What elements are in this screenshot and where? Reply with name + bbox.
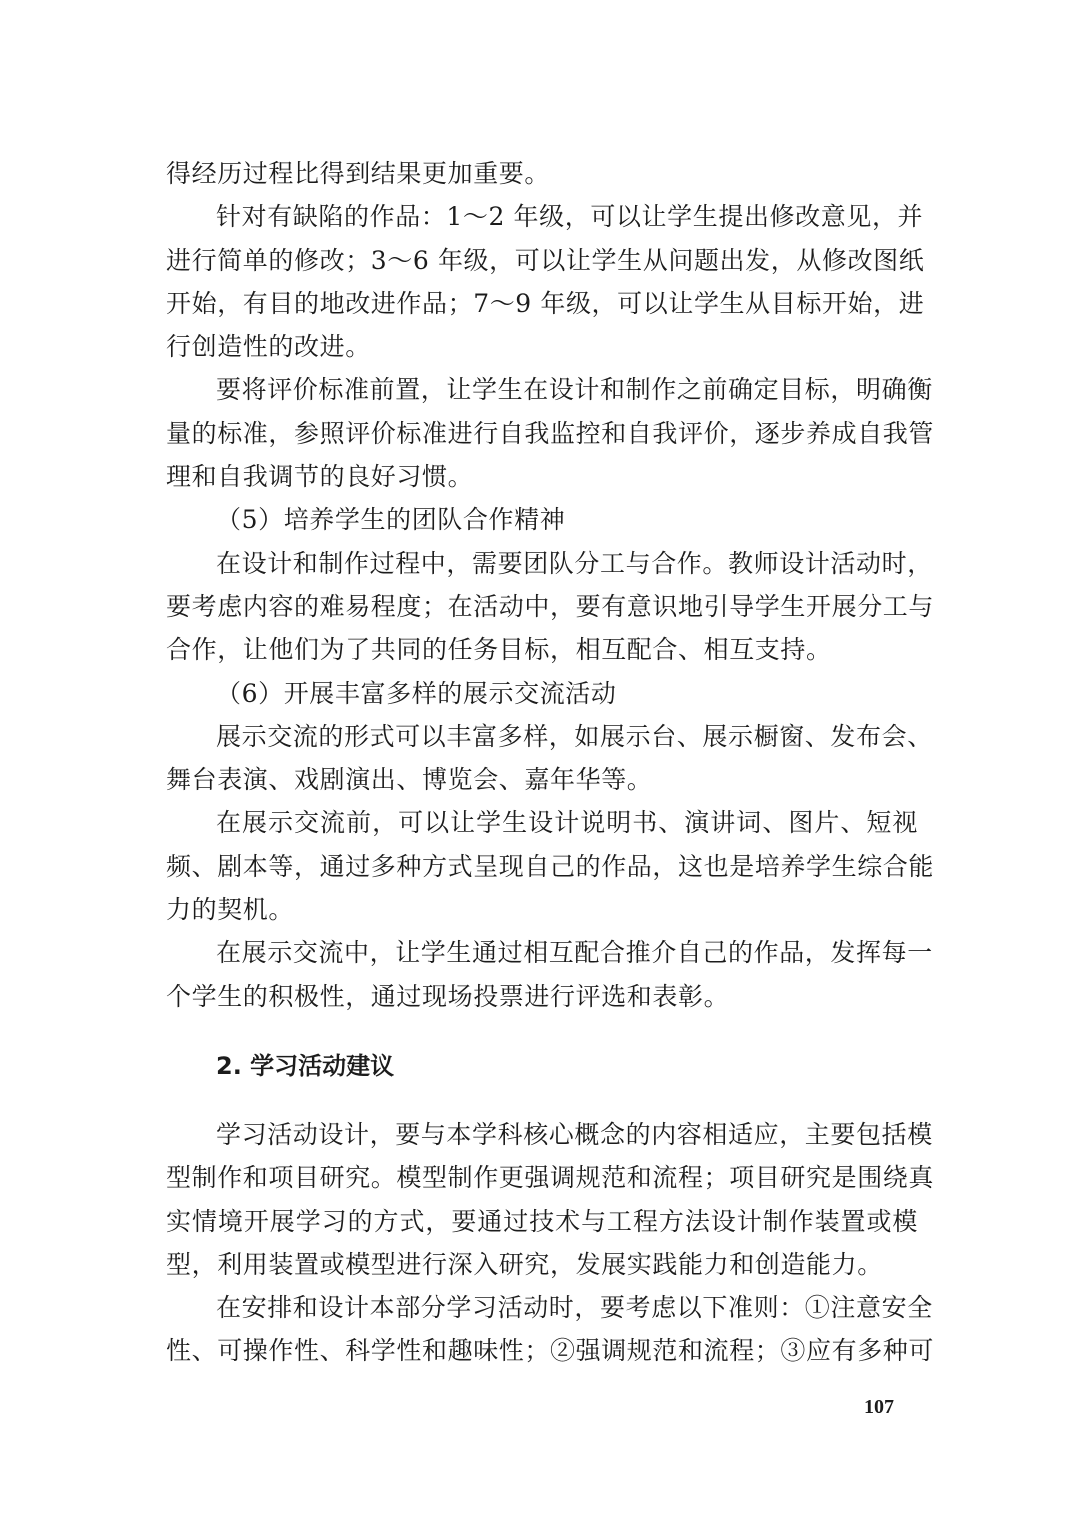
text-line: 频、剧本等，通过多种方式呈现自己的作品，这也是培养学生综合能: [166, 851, 935, 881]
text-line: 性、可操作性、科学性和趣味性；②强调规范和流程；③应有多种可: [166, 1336, 935, 1366]
text-line: 要将评价标准前置，让学生在设计和制作之前确定目标，明确衡: [216, 375, 933, 405]
text-line: 学习活动设计，要与本学科核心概念的内容相适应，主要包括模: [216, 1120, 933, 1149]
text-line: （6）开展丰富多样的展示交流活动: [216, 678, 617, 708]
text-line: 个学生的积极性，通过现场投票进行评选和表彰。: [166, 981, 730, 1011]
paragraph: [166, 542, 935, 672]
text-line: 行创造性的改进。: [166, 332, 371, 362]
text-line: 得经历过程比得到结果更加重要。: [166, 159, 551, 188]
text-line: 要考虑内容的难易程度；在活动中，要有意识地引导学生开展分工与: [166, 591, 935, 621]
paragraph: [166, 368, 935, 498]
paragraph: [166, 801, 935, 931]
section-heading: 2. 学习活动建议: [216, 1052, 395, 1080]
text-line: 进行简单的修改；3～6 年级，可以让学生从问题出发，从修改图纸: [166, 245, 925, 275]
page-number: 107: [864, 1396, 894, 1418]
text-line: 展示交流的形式可以丰富多样，如展示台、展示橱窗、发布会、: [216, 721, 933, 751]
text-line: （5）培养学生的团队合作精神: [216, 505, 566, 535]
text-line: 力的契机。: [166, 895, 295, 925]
paragraph: [166, 498, 918, 541]
body-text-top: [166, 152, 935, 1018]
text-line: 量的标准，参照评价标准进行自我监控和自我评价，逐步养成自我管: [166, 418, 935, 448]
text-line: 在设计和制作过程中，需要团队分工与合作。教师设计活动时，: [216, 548, 933, 578]
paragraph: [166, 1113, 935, 1286]
body-text-bottom: [166, 1113, 935, 1373]
text-line: 实情境开展学习的方式，要通过技术与工程方法设计制作装置或模: [166, 1206, 918, 1236]
paragraph: [166, 672, 918, 715]
text-line: 在展示交流前，可以让学生设计说明书、演讲词、图片、短视: [216, 808, 918, 838]
text-line: 理和自我调节的良好习惯。: [166, 462, 474, 492]
paragraph: [166, 1286, 935, 1373]
text-line: 在展示交流中，让学生通过相互配合推介自己的作品，发挥每一: [216, 938, 933, 968]
text-line: 型制作和项目研究。模型制作更强调规范和流程；项目研究是围绕真: [166, 1163, 935, 1193]
paragraph: [166, 931, 933, 1018]
text-line: 合作，让他们为了共同的任务目标，相互配合、相互支持。: [166, 635, 832, 665]
paragraph: [166, 152, 918, 195]
paragraph: [166, 715, 933, 802]
text-line: 在安排和设计本部分学习活动时，要考虑以下准则：①注意安全: [216, 1293, 933, 1323]
paragraph: [166, 195, 925, 368]
text-line: 舞台表演、戏剧演出、博览会、嘉年华等。: [166, 765, 653, 795]
text-line: 开始，有目的地改进作品；7～9 年级，可以让学生从目标开始，进: [166, 288, 925, 318]
text-line: 型，利用装置或模型进行深入研究，发展实践能力和创造能力。: [166, 1249, 883, 1279]
text-line: 针对有缺陷的作品：1～2 年级，可以让学生提出修改意见，并: [216, 202, 924, 232]
